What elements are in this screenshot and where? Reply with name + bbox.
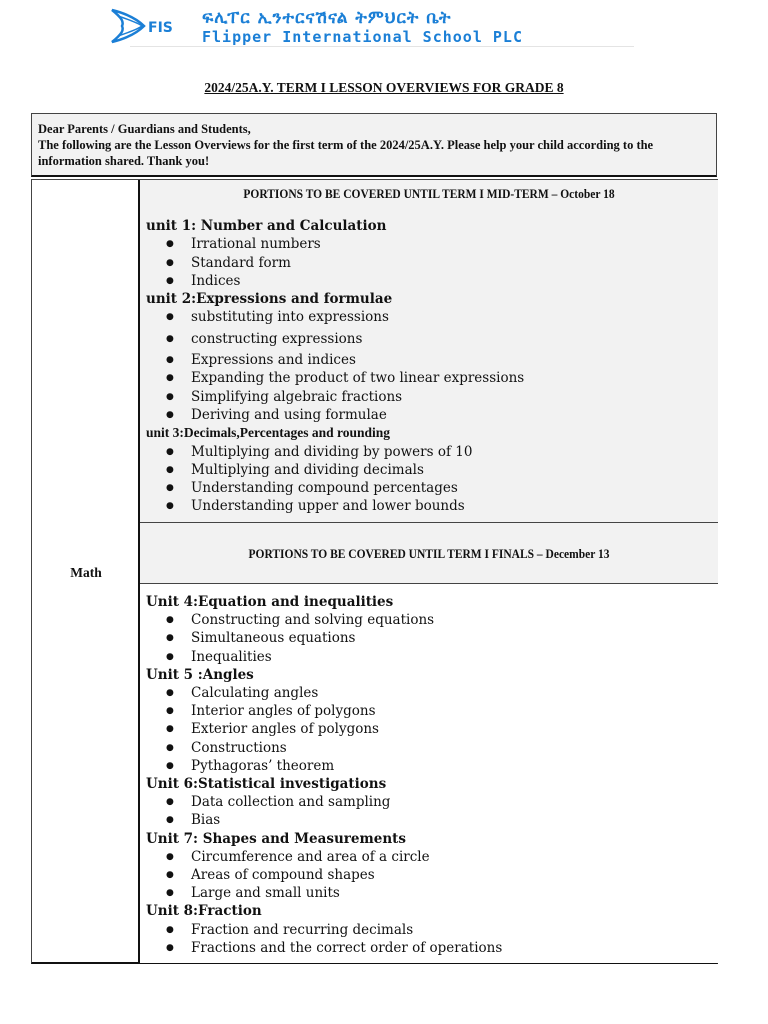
document-title-text: 2024/25A.Y. TERM I LESSON OVERVIEWS FOR GRADE 8 <box>204 80 564 95</box>
topic-item: ● Indices <box>146 272 712 290</box>
school-header <box>108 6 648 46</box>
header-divider <box>130 46 634 47</box>
topic-item: ● Data collection and sampling <box>146 793 712 811</box>
topic-item: ● Interior angles of polygons <box>146 702 712 720</box>
topic-list <box>146 611 712 666</box>
topic-item: ● Multiplying and dividing by powers of 10 <box>146 443 712 461</box>
unit-title: unit 2:Expressions and formulae <box>146 291 393 308</box>
unit-block <box>146 217 712 290</box>
topic-item: ● Understanding compound percentages <box>146 479 712 497</box>
topic-item: ● Constructions <box>146 739 712 757</box>
unit-block <box>146 775 712 830</box>
finals-units <box>146 593 712 957</box>
topic-item: ● Constructing and solving equations <box>146 611 712 629</box>
topic-item: ● Deriving and using formulae <box>146 406 712 424</box>
intro-greeting: Dear Parents / Guardians and Students, <box>38 122 251 136</box>
topic-item: ● Simultaneous equations <box>146 629 712 647</box>
finals-heading: PORTIONS TO BE COVERED UNTIL TERM I FINALS – December 13 <box>248 547 610 561</box>
unit-title: Unit 6:Statistical investigations <box>146 776 387 793</box>
finals-section <box>140 584 718 963</box>
topic-item: ● Circumference and area of a circle <box>146 848 712 866</box>
topic-item: ● Exterior angles of polygons <box>146 720 712 738</box>
fish-logo-icon <box>108 6 188 46</box>
topic-list <box>146 235 712 290</box>
topic-item: ● constructing expressions <box>146 330 712 348</box>
topic-item: ● Understanding upper and lower bounds <box>146 497 712 515</box>
topic-item: ● Irrational numbers <box>146 235 712 253</box>
topic-item: ● Areas of compound shapes <box>146 866 712 884</box>
topic-list <box>146 793 712 829</box>
topic-list <box>146 443 712 516</box>
unit-block <box>146 902 712 957</box>
unit-title: unit 3:Decimals,Percentages and rounding <box>146 425 391 441</box>
topic-list <box>146 921 712 957</box>
topic-item: ● Simplifying algebraic fractions <box>146 388 712 406</box>
midterm-heading: PORTIONS TO BE COVERED UNTIL TERM I MID-TERM – October 18 <box>243 187 615 201</box>
unit-block <box>146 666 712 775</box>
unit-title: Unit 5 :Angles <box>146 666 254 683</box>
topic-item: ● Pythagoras’ theorem <box>146 757 712 775</box>
unit-block <box>146 424 712 515</box>
document-title <box>0 80 768 96</box>
lesson-overview-table <box>31 179 718 964</box>
subject-label: Math <box>70 565 102 580</box>
topic-item: ● Large and small units <box>146 884 712 902</box>
topic-item: ● Calculating angles <box>146 684 712 702</box>
unit-title: Unit 4:Equation and inequalities <box>146 594 394 610</box>
unit-block <box>146 290 712 424</box>
subject-column <box>32 180 140 962</box>
topic-list <box>146 684 712 775</box>
topic-item: ● Expressions and indices <box>146 351 712 369</box>
logo-initials: FIS <box>148 20 173 36</box>
intro-message: The following are the Lesson Overviews for the first term of the 2024/25A.Y. Please help your child according to the information shared. Thank you! <box>38 138 654 168</box>
topic-item: ● Inequalities <box>146 648 712 666</box>
topic-item: ● Fractions and the correct order of operations <box>146 939 712 957</box>
unit-title: unit 1: Number and Calculation <box>146 218 387 234</box>
school-name-amharic: ፍሊፐር ኢንተርናሽናል ትምህርት ቤት <box>202 8 452 28</box>
school-name-english: Flipper International School PLC <box>202 28 523 46</box>
midterm-units <box>146 217 712 516</box>
topic-item: ● Expanding the product of two linear expressions <box>146 369 712 387</box>
intro-box <box>31 113 717 177</box>
unit-title: Unit 7: Shapes and Measurements <box>146 830 406 847</box>
unit-title: Unit 8:Fraction <box>146 903 262 920</box>
topic-item: ● Bias <box>146 811 712 829</box>
topic-item: ● Fraction and recurring decimals <box>146 921 712 939</box>
topic-list <box>146 848 712 903</box>
midterm-section <box>140 180 718 523</box>
topic-list <box>146 308 712 424</box>
unit-block <box>146 830 712 903</box>
topic-item: ● substituting into expressions <box>146 308 712 326</box>
topic-item: ● Multiplying and dividing decimals <box>146 461 712 479</box>
topic-item: ● Standard form <box>146 254 712 272</box>
unit-block <box>146 593 712 666</box>
finals-heading-row <box>140 523 718 584</box>
